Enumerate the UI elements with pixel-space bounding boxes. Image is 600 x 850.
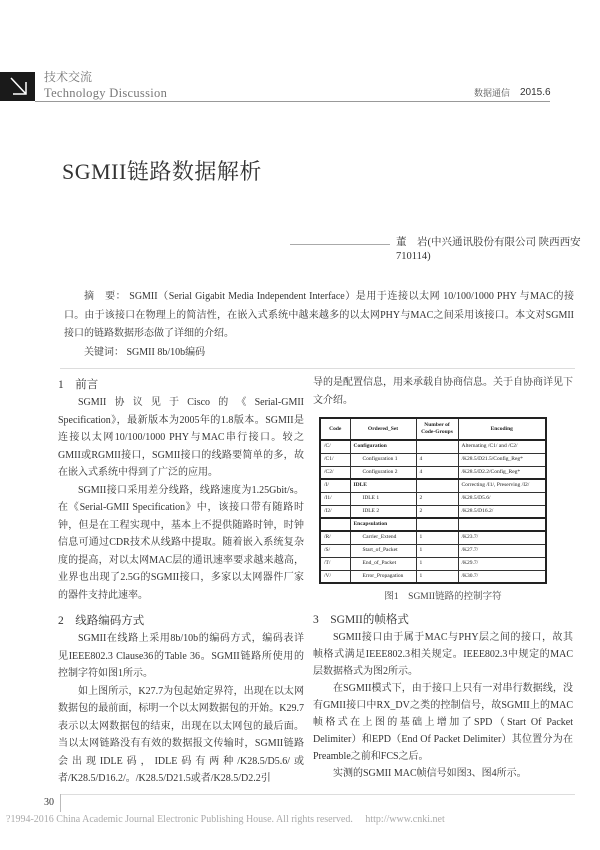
table-cell: /K28.5/D5.6/	[458, 492, 546, 505]
table-cell: /R/	[320, 531, 350, 544]
author-rule	[290, 244, 390, 245]
table-cell: Start_of_Packet	[350, 544, 416, 557]
header-divider	[35, 101, 550, 102]
table-cell: /K28.5/D2.2/Config_Reg*	[458, 466, 546, 479]
column-header: Number of Code-Groups	[416, 418, 458, 440]
table-cell: /S/	[320, 544, 350, 557]
table-cell: /T/	[320, 557, 350, 570]
table-row	[320, 492, 546, 505]
table-cell: 1	[416, 570, 458, 583]
article-title: SGMII链路数据解析	[62, 159, 262, 184]
abstract-text: 摘 要： SGMII（Serial Gigabit Media Independent Interface）是用于连接以太网 10/100/1000 PHY 与MAC的接口。由于该接口在物理上的简洁性，在嵌入式系统中越来越多的以太网PHY与MAC之间采用该接口。本文对SGMII接口的链路数据形态做了详细的介绍。	[64, 291, 574, 339]
table-row	[320, 466, 546, 479]
table-cell: /K27.7/	[458, 544, 546, 557]
table-cell: /K28.5/D21.5/Config_Reg*	[458, 453, 546, 466]
column-header: Code	[320, 418, 350, 440]
table-cell: IDLE 1	[350, 492, 416, 505]
paragraph: 在SGMII模式下，由于接口上只有一对串行数据线，没有GMII接口中RX_DV之类的控制信号，故SGMII上的MAC帧格式在上图的基础上增加了SPD（Start Of Packet Delimiter）和EPD（End Of Packet Delimiter）其位置分为在Preamble之前和FCS之后。	[313, 683, 573, 762]
table-row	[320, 453, 546, 466]
table-cell: 4	[416, 466, 458, 479]
table-cell: /C2/	[320, 466, 350, 479]
table-row	[320, 557, 546, 570]
table-cell: IDLE 2	[350, 505, 416, 518]
paragraph: 导的是配置信息，用来承载自协商信息。关于自协商详见下文介绍。	[313, 377, 573, 406]
table-cell: Error_Propagation	[350, 570, 416, 583]
journal-name: 数据通信	[474, 88, 511, 98]
table-cell: /K28.5/D16.2/	[458, 505, 546, 518]
table-cell	[416, 440, 458, 453]
section-heading: 2 线路编码方式	[58, 615, 145, 627]
table-cell: /I/	[320, 479, 350, 492]
table-row	[320, 570, 546, 583]
table-cell: /C/	[320, 440, 350, 453]
section-heading: 1 前言	[58, 379, 99, 391]
paragraph: SGMII在线路上采用8b/10b的编码方式，编码表详见IEEE802.3 Clause36的Table 36。SGMII链路所使用的控制字符如图1所示。	[58, 633, 304, 679]
paragraph: 实测的SGMII MAC帧信号如图3、图4所示。	[333, 768, 527, 779]
table-cell: IDLE	[350, 479, 416, 492]
section-name-cn: 技术交流	[44, 70, 93, 84]
page-number: 30	[44, 797, 54, 808]
paragraph: 如上图所示，K27.7为包起始定界符，出现在以太网数据包的最前面，标明一个以太网数据包的开始。K29.7表示以太网数据包的结束，出现在以太网包的最后面。当以太网链路没有有效的数据报文传输时，SGMII链路会出现IDLE码，IDLE码有两种/K28.5/D5.6/或者/K28.5/D16.2/。/K28.5/D21.5或者/K28.5/D2.2引	[58, 685, 304, 784]
table-row	[320, 440, 546, 453]
paragraph: SGMII协议见于Cisco的《Serial-GMII Specification》，最新版本为2005年的1.8版本。SGMII是连接以太网10/100/1000 PHY与MAC串行接口。较之GMII或RGMII接口，SGMII接口的线路要简单的多，故在嵌入式系统中得到了广泛的应用。	[58, 397, 304, 478]
table-cell: /K29.7/	[458, 557, 546, 570]
author-affiliation: 董 岩(中兴通讯股份有限公司 陕西西安710114)	[396, 237, 581, 262]
table-cell	[416, 479, 458, 492]
paragraph: SGMII接口由于属于MAC与PHY层之间的接口，故其帧格式满足IEEE802.3相关规定。IEEE802.3中规定的MAC层数据格式为图2所示。	[313, 632, 573, 677]
table-cell: 4	[416, 453, 458, 466]
table-header-row	[320, 418, 546, 440]
table-cell: /I2/	[320, 505, 350, 518]
table-cell: /K30.7/	[458, 570, 546, 583]
column-header: Encoding	[458, 418, 546, 440]
table-cell: /V/	[320, 570, 350, 583]
table-cell: Configuration	[350, 440, 416, 453]
table-cell: Encapsulation	[350, 518, 416, 531]
table-cell: Configuration 2	[350, 466, 416, 479]
issue-number: 2015.6	[520, 87, 551, 98]
left-column	[58, 374, 304, 788]
section-heading: 3 SGMII的帧格式	[313, 614, 409, 626]
table-row	[320, 518, 546, 531]
paragraph: SGMII接口采用差分线路，线路速度为1.25Gbit/s。在《Serial-GMII Specification》中，该接口带有随路时钟，但是在工程实现中，基本上不提供随路时钟，时钟信息可通过CDR技术从线路中提取。随着嵌入系统复杂度的提高，对以太网MAC层的通讯速率要求越来越高，业界也出现了2.5G的SGMII接口，多家以太网器件厂家的器件支持此速率。	[58, 484, 304, 601]
table-cell: 1	[416, 531, 458, 544]
table-row	[320, 479, 546, 492]
divider	[60, 368, 575, 369]
control-characters-table	[319, 417, 547, 584]
table-cell: 2	[416, 492, 458, 505]
table-cell: /I1/	[320, 492, 350, 505]
table-cell: Carrier_Extend	[350, 531, 416, 544]
table-cell: 1	[416, 557, 458, 570]
table-cell: Alternating /C1/ and /C2/	[458, 440, 546, 453]
page-number-rule	[60, 794, 61, 812]
table-cell	[416, 518, 458, 531]
footer-divider	[60, 794, 575, 795]
table-cell	[320, 518, 350, 531]
abstract	[64, 288, 574, 362]
keywords: 关键词： SGMII 8b/10b编码	[84, 346, 206, 358]
right-column	[313, 374, 573, 782]
section-name-en: Technology Discussion	[44, 86, 168, 100]
copyright-notice: ?1994-2016 China Academic Journal Electronic Publishing House. All rights reserved. http://www.cnki.net	[6, 814, 445, 825]
table-cell: End_of_Packet	[350, 557, 416, 570]
table-row	[320, 531, 546, 544]
table-cell: 1	[416, 544, 458, 557]
table-row	[320, 505, 546, 518]
table-cell: /K23.7/	[458, 531, 546, 544]
column-header: Ordered_Set	[350, 418, 416, 440]
table-cell: Configuration 1	[350, 453, 416, 466]
figure-caption: 图1 SGMII链路的控制字符	[384, 592, 502, 602]
table-row	[320, 544, 546, 557]
table-cell: Correcting /I1/, Preserving /I2/	[458, 479, 546, 492]
table-cell: 2	[416, 505, 458, 518]
table-cell	[458, 518, 546, 531]
table-cell: /C1/	[320, 453, 350, 466]
arrow-logo-icon	[0, 72, 35, 101]
